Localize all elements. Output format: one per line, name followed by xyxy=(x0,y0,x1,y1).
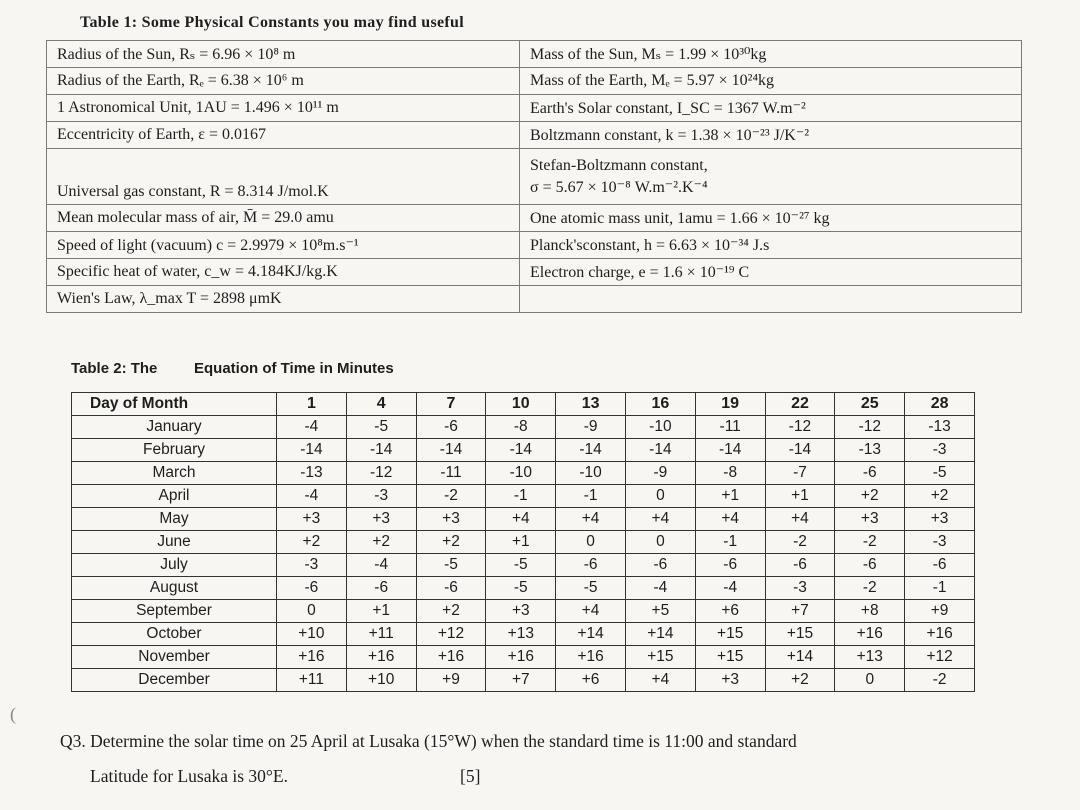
constant-cell: One atomic mass unit, 1amu = 1.66 × 10⁻²⁷ kg xyxy=(520,205,1022,232)
column-header-corner: Day of Month xyxy=(72,393,277,416)
table-cell: +16 xyxy=(905,623,975,646)
table-cell: +16 xyxy=(277,646,347,669)
table-cell: +8 xyxy=(835,600,905,623)
month-label: March xyxy=(72,462,277,485)
table-cell: -5 xyxy=(556,577,626,600)
table-cell: +3 xyxy=(835,508,905,531)
constant-cell: Radius of the Sun, Rₛ = 6.96 × 10⁸ m xyxy=(47,41,520,68)
table-cell: +3 xyxy=(486,600,556,623)
table-row xyxy=(72,577,975,600)
table-cell: 0 xyxy=(277,600,347,623)
table-header-row xyxy=(72,393,975,416)
table-cell: 0 xyxy=(625,485,695,508)
table-cell: +16 xyxy=(486,646,556,669)
constant-cell: 1 Astronomical Unit, 1AU = 1.496 × 10¹¹ m xyxy=(47,95,520,122)
table-cell: +2 xyxy=(835,485,905,508)
table-cell: +15 xyxy=(625,646,695,669)
table-cell: +13 xyxy=(486,623,556,646)
table-cell: -13 xyxy=(277,462,347,485)
table-cell: -4 xyxy=(277,485,347,508)
table-cell: +11 xyxy=(346,623,416,646)
month-label: September xyxy=(72,600,277,623)
table-cell: -2 xyxy=(835,577,905,600)
table-cell: -11 xyxy=(695,416,765,439)
table-cell: -12 xyxy=(765,416,835,439)
table-cell: +16 xyxy=(346,646,416,669)
table-cell: -6 xyxy=(556,554,626,577)
table-cell: -3 xyxy=(765,577,835,600)
table-cell: +9 xyxy=(416,669,486,692)
month-label: February xyxy=(72,439,277,462)
table-cell: -8 xyxy=(486,416,556,439)
table-cell: +12 xyxy=(416,623,486,646)
table-cell: -12 xyxy=(835,416,905,439)
table-cell: -4 xyxy=(625,577,695,600)
constant-cell: Speed of light (vacuum) c = 2.9979 × 10⁸m.s⁻¹ xyxy=(47,232,520,259)
table-cell: -2 xyxy=(905,669,975,692)
table-cell: -6 xyxy=(765,554,835,577)
constant-cell: Electron charge, e = 1.6 × 10⁻¹⁹ C xyxy=(520,259,1022,286)
table-cell: -5 xyxy=(416,554,486,577)
table-cell: +10 xyxy=(277,623,347,646)
table-cell: +14 xyxy=(625,623,695,646)
table-cell: +4 xyxy=(625,669,695,692)
table-cell: +11 xyxy=(277,669,347,692)
table-cell: -6 xyxy=(346,577,416,600)
table-row xyxy=(47,259,1022,286)
table-cell: -3 xyxy=(905,531,975,554)
table-cell: +9 xyxy=(905,600,975,623)
table-cell: +10 xyxy=(346,669,416,692)
table-cell: +1 xyxy=(765,485,835,508)
table-cell: +12 xyxy=(905,646,975,669)
table-cell: -1 xyxy=(486,485,556,508)
table-cell: -7 xyxy=(765,462,835,485)
month-label: August xyxy=(72,577,277,600)
table-row xyxy=(47,68,1022,95)
table-row xyxy=(72,623,975,646)
table-cell: +4 xyxy=(556,508,626,531)
table-cell: -6 xyxy=(625,554,695,577)
table-cell: -6 xyxy=(416,416,486,439)
table-cell: -10 xyxy=(486,462,556,485)
table-cell: +2 xyxy=(277,531,347,554)
table-row xyxy=(47,41,1022,68)
table-cell: -6 xyxy=(835,554,905,577)
table-cell: +2 xyxy=(765,669,835,692)
table-cell: -13 xyxy=(835,439,905,462)
table-row xyxy=(47,232,1022,259)
question-text-continued: Latitude for Lusaka is 30°E. xyxy=(90,766,288,786)
table-row xyxy=(72,416,975,439)
constant-cell xyxy=(520,149,1022,205)
constant-cell xyxy=(520,286,1022,313)
table-cell: -1 xyxy=(905,577,975,600)
table-cell: +2 xyxy=(346,531,416,554)
table-cell: -5 xyxy=(905,462,975,485)
table-cell: -3 xyxy=(346,485,416,508)
table-cell: +1 xyxy=(486,531,556,554)
table-cell: -10 xyxy=(625,416,695,439)
constant-cell: Mass of the Earth, Mₑ = 5.97 × 10²⁴kg xyxy=(520,68,1022,95)
physical-constants-table xyxy=(46,40,1022,313)
table-cell: -10 xyxy=(556,462,626,485)
constant-cell: Wien's Law, λ_max T = 2898 μmK xyxy=(47,286,520,313)
table-cell: -14 xyxy=(416,439,486,462)
table-cell: -6 xyxy=(905,554,975,577)
table-cell: +2 xyxy=(416,531,486,554)
column-header-day: 4 xyxy=(346,393,416,416)
table-cell: +4 xyxy=(765,508,835,531)
table-row xyxy=(47,149,1022,205)
table-cell: +16 xyxy=(556,646,626,669)
table-cell: -2 xyxy=(416,485,486,508)
equation-of-time-table xyxy=(71,392,975,692)
question-marks: [5] xyxy=(460,766,481,786)
table-row xyxy=(72,439,975,462)
table-cell: -6 xyxy=(416,577,486,600)
table-cell: -14 xyxy=(277,439,347,462)
table-row xyxy=(72,646,975,669)
constant-cell: Earth's Solar constant, I_SC = 1367 W.m⁻² xyxy=(520,95,1022,122)
table-cell: +15 xyxy=(695,623,765,646)
table-cell: -4 xyxy=(695,577,765,600)
table1-title: Table 1: Some Physical Constants you may find useful xyxy=(80,14,464,31)
table-cell: 0 xyxy=(556,531,626,554)
table-row xyxy=(72,485,975,508)
month-label: May xyxy=(72,508,277,531)
constant-cell: Radius of the Earth, Rₑ = 6.38 × 10⁶ m xyxy=(47,68,520,95)
month-label: April xyxy=(72,485,277,508)
month-label: July xyxy=(72,554,277,577)
table-row xyxy=(72,669,975,692)
table-row xyxy=(72,462,975,485)
table-cell: +6 xyxy=(695,600,765,623)
table-cell: -13 xyxy=(905,416,975,439)
table-cell: +6 xyxy=(556,669,626,692)
table-cell: -14 xyxy=(765,439,835,462)
table-cell: +15 xyxy=(695,646,765,669)
constant-cell: Mass of the Sun, Mₛ = 1.99 × 10³⁰kg xyxy=(520,41,1022,68)
table-cell: +3 xyxy=(905,508,975,531)
column-header-day: 16 xyxy=(625,393,695,416)
column-header-day: 1 xyxy=(277,393,347,416)
table-cell: +1 xyxy=(695,485,765,508)
table-cell: -3 xyxy=(905,439,975,462)
table-cell: -5 xyxy=(486,554,556,577)
table-row xyxy=(72,554,975,577)
constant-cell: Boltzmann constant, k = 1.38 × 10⁻²³ J/K⁻² xyxy=(520,122,1022,149)
table-cell: +2 xyxy=(905,485,975,508)
table-cell: -14 xyxy=(625,439,695,462)
column-header-day: 22 xyxy=(765,393,835,416)
table-cell: -9 xyxy=(625,462,695,485)
column-header-day: 10 xyxy=(486,393,556,416)
table-cell: -11 xyxy=(416,462,486,485)
constant-cell: Specific heat of water, c_w = 4.184KJ/kg.K xyxy=(47,259,520,286)
table-cell: +1 xyxy=(346,600,416,623)
table-row xyxy=(47,205,1022,232)
column-header-day: 28 xyxy=(905,393,975,416)
table-cell: -2 xyxy=(765,531,835,554)
table-cell: +14 xyxy=(556,623,626,646)
table-cell: -3 xyxy=(277,554,347,577)
month-label: November xyxy=(72,646,277,669)
table-cell: -14 xyxy=(346,439,416,462)
table-cell: -5 xyxy=(346,416,416,439)
table-cell: -2 xyxy=(835,531,905,554)
table-row xyxy=(72,531,975,554)
table-cell: -4 xyxy=(346,554,416,577)
column-header-day: 19 xyxy=(695,393,765,416)
question-text: Q3. Determine the solar time on 25 April at Lusaka (15°W) when the standard time is 11:00 and standard xyxy=(60,731,797,751)
table-cell: -6 xyxy=(695,554,765,577)
table-cell: +2 xyxy=(416,600,486,623)
table-cell: +4 xyxy=(695,508,765,531)
table-cell: -8 xyxy=(695,462,765,485)
table-cell: -12 xyxy=(346,462,416,485)
table-cell: -1 xyxy=(556,485,626,508)
table-cell: +16 xyxy=(835,623,905,646)
table-cell: +13 xyxy=(835,646,905,669)
month-label: January xyxy=(72,416,277,439)
table-row xyxy=(72,600,975,623)
table-cell: -4 xyxy=(277,416,347,439)
table-cell: +3 xyxy=(346,508,416,531)
table-cell: -1 xyxy=(695,531,765,554)
table2-title: Equation of Time in Minutes xyxy=(194,360,394,377)
table-cell: +3 xyxy=(695,669,765,692)
constant-line: Stefan-Boltzmann constant, xyxy=(530,156,708,174)
table-cell: +15 xyxy=(765,623,835,646)
month-label: June xyxy=(72,531,277,554)
table-cell: 0 xyxy=(625,531,695,554)
table-cell: +16 xyxy=(416,646,486,669)
table-cell: -14 xyxy=(486,439,556,462)
table-cell: +3 xyxy=(277,508,347,531)
constant-cell: Universal gas constant, R = 8.314 J/mol.K xyxy=(47,149,520,205)
column-header-day: 7 xyxy=(416,393,486,416)
month-label: December xyxy=(72,669,277,692)
column-header-day: 13 xyxy=(556,393,626,416)
table-cell: +14 xyxy=(765,646,835,669)
table-cell: +5 xyxy=(625,600,695,623)
table-cell: -6 xyxy=(835,462,905,485)
table-cell: -9 xyxy=(556,416,626,439)
constant-cell: Eccentricity of Earth, ε = 0.0167 xyxy=(47,122,520,149)
table-row xyxy=(72,508,975,531)
table-cell: +3 xyxy=(416,508,486,531)
table-cell: -14 xyxy=(695,439,765,462)
table-cell: 0 xyxy=(835,669,905,692)
table-cell: +4 xyxy=(625,508,695,531)
table-cell: +4 xyxy=(556,600,626,623)
table-row xyxy=(47,122,1022,149)
table-cell: +4 xyxy=(486,508,556,531)
table-row xyxy=(47,95,1022,122)
constant-line: σ = 5.67 × 10⁻⁸ W.m⁻².K⁻⁴ xyxy=(530,178,708,196)
column-header-day: 25 xyxy=(835,393,905,416)
table-cell: +7 xyxy=(765,600,835,623)
table-cell: +7 xyxy=(486,669,556,692)
constant-cell: Mean molecular mass of air, M̄ = 29.0 amu xyxy=(47,205,520,232)
table-cell: -14 xyxy=(556,439,626,462)
table-row xyxy=(47,286,1022,313)
month-label: October xyxy=(72,623,277,646)
margin-mark: ( xyxy=(10,704,16,724)
table-cell: -6 xyxy=(277,577,347,600)
table-cell: -5 xyxy=(486,577,556,600)
table2-title-prefix: Table 2: The xyxy=(71,360,158,377)
constant-cell: Planck'sconstant, h = 6.63 × 10⁻³⁴ J.s xyxy=(520,232,1022,259)
